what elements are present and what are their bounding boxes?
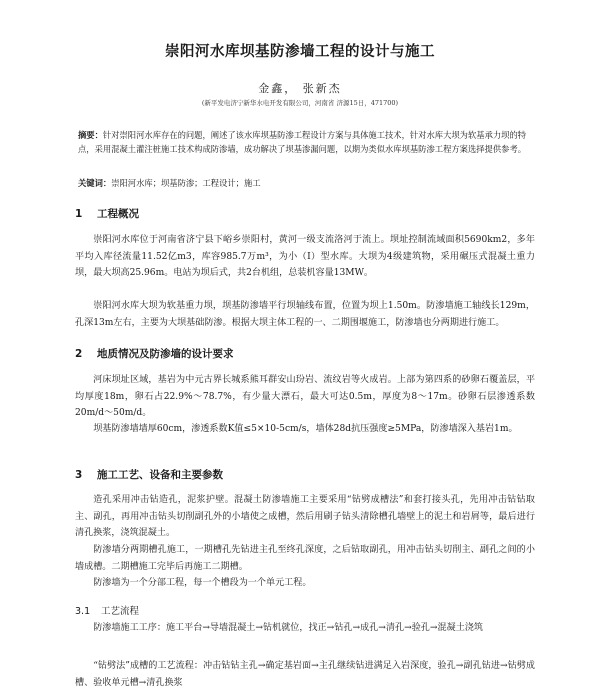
paragraph: 防渗墙施工工序：施工平台→导墙混凝土→钻机就位，找正→钻孔→成孔→清孔→验孔→混凝土浇筑 (93, 623, 483, 633)
author-affiliation: (新平发电济宁新华水电开发有限公司，河南省 济源15日，471700) (201, 99, 399, 107)
section-title: 地质情况及防渗墙的设计要求 (97, 348, 234, 360)
section-heading (75, 467, 223, 482)
paragraph: 防渗墙分两期槽孔施工，一期槽孔先钻进主孔至终孔深度，之后钻取副孔，用冲击钻头切削主、副孔之间的小墙成槽。二期槽施工完毕后再施工二期槽。 (75, 545, 535, 572)
subsection-number: 3.1 (75, 606, 91, 617)
paragraph: 防渗墙为一个分部工程，每一个槽段为一个单元工程。 (93, 578, 312, 588)
abstract-label: 摘要： (78, 130, 103, 140)
paragraph: “钻劈法”成槽的工艺流程：冲击钻钻主孔→确定基岩面→主孔继续钻进满足入岩深度，验孔→副孔钻进→钻劈成槽、验收单元槽→清孔换浆 (75, 661, 535, 688)
abstract (78, 128, 533, 156)
paper-authors: 金鑫， 张新杰 (258, 82, 342, 95)
paragraph: 造孔采用冲击钻造孔，泥浆护壁。混凝土防渗墙施工主要采用“钻劈成槽法”和套打接头孔，先用冲击钻钻取主、副孔，再用冲击钻头切削副孔外的小墙使之成槽，然后用刷子钻头清除槽孔墙壁上的泥土和岩屑等，最后进行清孔换浆，浇筑混凝土。 (75, 495, 535, 538)
section-title: 施工工艺、设备和主要参数 (97, 469, 223, 481)
section-number: 1 (75, 208, 83, 220)
subsection-heading (75, 603, 139, 617)
section-heading (75, 346, 234, 361)
paragraph: 河床坝址区域，基岩为中元古界长城系熊耳群安山玢岩、流纹岩等火成岩。上部为第四系的砂卵石覆盖层，平均厚度18m，卵石占22.9%～78.7%，有少量大漂石，最大可达0.5m，厚度为8～17m。砂卵石层渗透系数20m/d～50m/d。 (75, 375, 535, 418)
abstract-text: 针对崇阳河水库存在的问题，阐述了该水库坝基防渗工程设计方案与具体施工技术，针对水库大坝为软基承力坝的特点，采用混凝土灌注桩施工技术构成防渗墙，成功解决了坝基渗漏问题，以期为类似水库坝基防渗工程方案选择提供参考。 (78, 130, 527, 154)
section-title: 工程概况 (97, 208, 139, 220)
keywords (78, 176, 533, 190)
section-number: 3 (75, 469, 83, 481)
keywords-text: 崇阳河水库；坝基防渗；工程设计；施工 (111, 178, 261, 188)
paragraph: 崇阳河水库大坝为软基重力坝，坝基防渗墙平行坝轴线布置，位置为坝上1.50m。防渗墙施工轴线长129m，孔深13m左右，主要为大坝基础防渗。根据大坝主体工程的一、二期围堰施工，防渗墙也分两期进行施工。 (75, 301, 535, 328)
keywords-label: 关键词： (78, 178, 112, 188)
paper-title: 崇阳河水库坝基防渗墙工程的设计与施工 (165, 44, 435, 60)
section-number: 2 (75, 348, 83, 360)
subsection-title: 工艺流程 (101, 606, 140, 617)
section-heading (75, 206, 139, 221)
paragraph: 坝基防渗墙墙厚60cm，渗透系数K值≤5×10-5cm/s，墙体28d抗压强度≥5MPa，防渗墙深入基岩1m。 (93, 424, 518, 434)
paragraph: 崇阳河水库位于河南省济宁县下峪乡崇阳村，黄河一级支流洛河于流上。坝址控制流域面积5690km2，多年平均入库径流量11.52亿m3，库容985.7万m³，为小（Ⅰ）型水库。大坝为4级建筑物，采用碾压式混凝土重力坝，最大坝高25.96m。电站为坝后式，共2台机组，总装机容量13MW。 (75, 235, 535, 278)
